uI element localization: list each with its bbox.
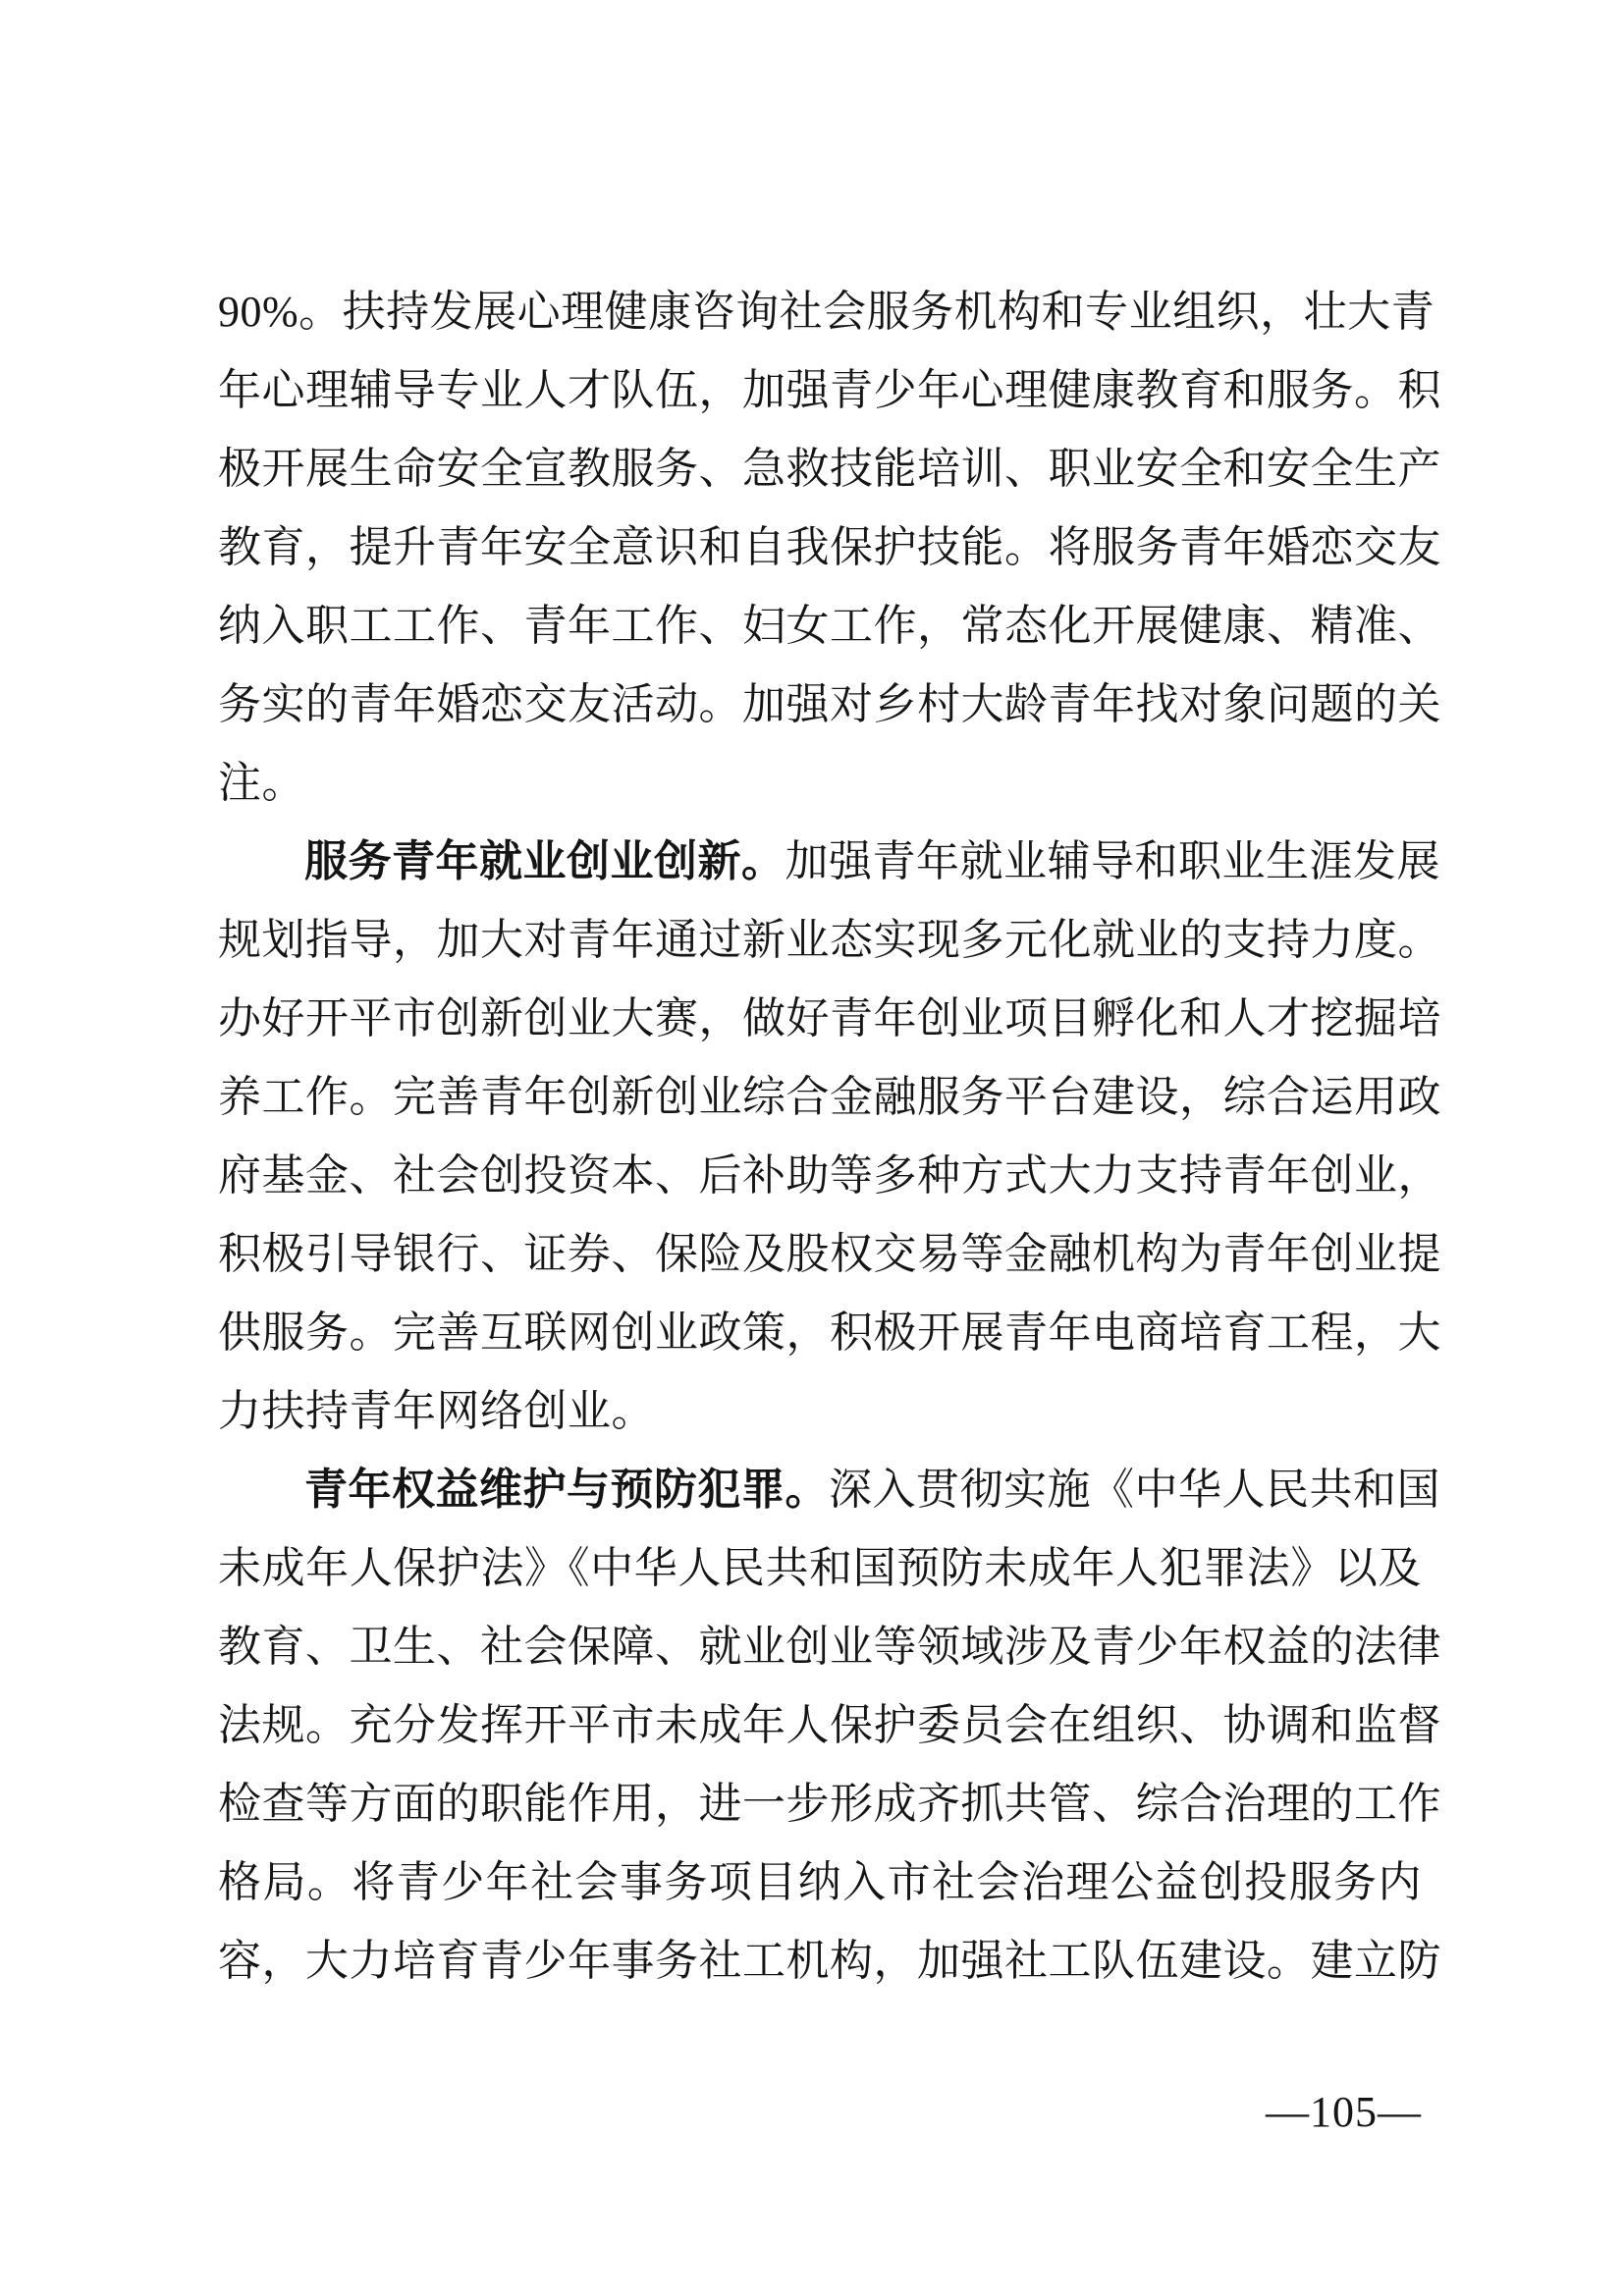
para2-heading-rest: 加强青年就业辅导和职业生涯发展	[785, 837, 1440, 885]
para1-line-1: 90%。扶持发展心理健康咨询社会服务机构和专业组织，壮大青	[218, 288, 1435, 336]
para2-heading: 服务青年就业创业创新。	[304, 837, 785, 885]
para3-line-5: 检查等方面的职能作用，进一步形成齐抓共管、综合治理的工作	[218, 1780, 1441, 1828]
para3-line-1	[218, 1451, 1440, 1529]
para2-line-2: 规划指导，加大对青年通过新业态实现多元化就业的支持力度。	[218, 916, 1441, 964]
para1-line-3: 极开展生命安全宣教服务、急救技能培训、职业安全和安全生产	[218, 445, 1441, 493]
para2-line-1	[218, 823, 1440, 901]
para3-line-7: 容，大力培育青少年事务社工机构，加强社工队伍建设。建立防	[218, 1937, 1441, 1985]
para3-line-2: 未成年人保护法》《中华人民共和国预防未成年人犯罪法》以及	[218, 1544, 1422, 1592]
para2-line-8: 力扶持青年网络创业。	[218, 1387, 655, 1435]
para2-line-3: 办好开平市创新创业大赛，做好青年创业项目孵化和人才挖掘培	[218, 994, 1441, 1042]
page-footer	[218, 2073, 1422, 2152]
para3-line-6: 格局。将青少年社会事务项目纳入市社会治理公益创投服务内	[218, 1858, 1422, 1906]
para3-line-4: 法规。充分发挥开平市未成年人保护委员会在组织、协调和监督	[218, 1701, 1441, 1749]
para1-line-2: 年心理辅导专业人才队伍，加强青少年心理健康教育和服务。积	[218, 366, 1441, 414]
para2-line-4: 养工作。完善青年创新创业综合金融服务平台建设，综合运用政	[218, 1073, 1441, 1121]
para2-line-7: 供服务。完善互联网创业政策，积极开展青年电商培育工程，大	[218, 1308, 1441, 1357]
para3-heading: 青年权益维护与预防犯罪。	[304, 1466, 829, 1514]
para3-line-3: 教育、卫生、社会保障、就业创业等领域涉及青少年权益的法律	[218, 1623, 1441, 1671]
page-number: —105—	[1266, 2088, 1422, 2136]
para3-heading-rest: 深入贯彻实施《中华人民共和国	[829, 1466, 1440, 1514]
para1-line-5: 纳入职工工作、青年工作、妇女工作，常态化开展健康、精准、	[218, 602, 1441, 650]
para1-line-4: 教育，提升青年安全意识和自我保护技能。将服务青年婚恋交友	[218, 523, 1441, 571]
para1-line-6: 务实的青年婚恋交友活动。加强对乡村大龄青年找对象问题的关	[218, 680, 1441, 728]
para2-line-6: 积极引导银行、证券、保险及股权交易等金融机构为青年创业提	[218, 1230, 1441, 1278]
body-text-block	[218, 273, 1441, 2001]
para1-line-7: 注。	[218, 759, 305, 807]
para2-line-5: 府基金、社会创投资本、后补助等多种方式大力支持青年创业，	[218, 1151, 1441, 1200]
